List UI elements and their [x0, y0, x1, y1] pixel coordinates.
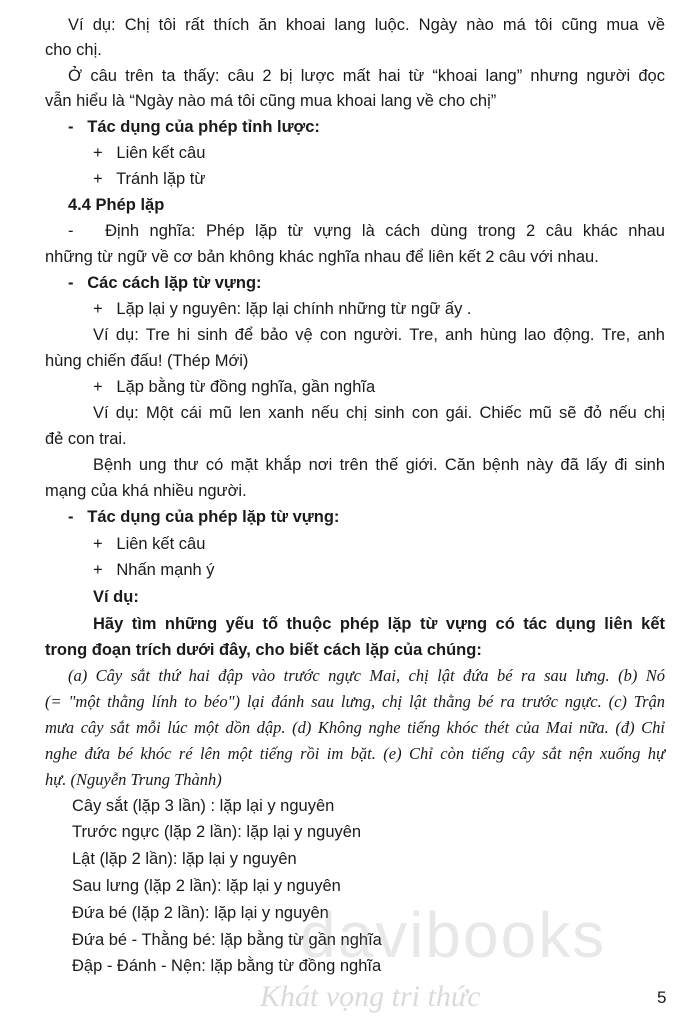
- answer-line: Đập - Đánh - Nện: lặp bằng từ đồng nghĩa: [72, 957, 382, 975]
- bullet-item: + Lặp bằng từ đồng nghĩa, gần nghĩa: [93, 378, 376, 396]
- text-line: mạng của khá nhiều người.: [45, 482, 247, 500]
- excerpt-line: hự. (Nguyễn Trung Thành): [45, 770, 222, 789]
- excerpt-line: mưa cây sắt mỗi lúc một dồn dập. (d) Không nghe tiếng khóc thét của Mai nữa. (đ) Chỉ: [45, 718, 665, 737]
- answer-line: Sau lưng (lặp 2 lần): lặp lại y nguyên: [72, 877, 341, 895]
- excerpt-line: nghe đứa bé khóc ré lên một tiếng rồi im bặt. (e) Chỉ còn tiếng cây sắt nện xuống hự: [45, 744, 665, 763]
- text-line: - Định nghĩa: Phép lặp từ vựng là cách dùng trong 2 câu khác nhau: [68, 222, 665, 240]
- bullet-heading: - Tác dụng của phép lặp từ vựng:: [68, 508, 340, 526]
- bullet-item: + Lặp lại y nguyên: lặp lại chính những từ ngữ ấy .: [93, 300, 472, 318]
- bullet-heading: - Các cách lặp từ vựng:: [68, 274, 262, 292]
- text-line: Ở câu trên ta thấy: câu 2 bị lược mất hai từ “khoai lang” nhưng người đọc: [68, 67, 665, 85]
- watermark-tagline: Khát vọng tri thức: [260, 980, 481, 1013]
- exercise-prompt: Hãy tìm những yếu tố thuộc phép lặp từ vựng có tác dụng liên kết: [93, 615, 665, 633]
- text-line: những từ ngữ về cơ bản không khác nghĩa nhau để liên kết 2 câu với nhau.: [45, 248, 599, 266]
- bullet-item: + Nhấn mạnh ý: [93, 561, 215, 579]
- excerpt-line: (a) Cây sắt thứ hai đập vào trước ngực Mai, chị lật đứa bé ra sau lưng. (b) Nó: [68, 666, 665, 685]
- answer-line: Trước ngực (lặp 2 lần): lặp lại y nguyên: [72, 823, 362, 841]
- answer-line: Đứa bé (lặp 2 lần): lặp lại y nguyên: [72, 904, 329, 922]
- excerpt-line: (= "một thằng lính to béo") lại đánh sau lưng, chị lật thằng bé ra trước ngực. (c) Trận: [45, 692, 665, 711]
- answer-line: Lật (lặp 2 lần): lặp lại y nguyên: [72, 850, 297, 868]
- text-line: đẻ con trai.: [45, 430, 127, 448]
- text-line: Bệnh ung thư có mặt khắp nơi trên thế giới. Căn bệnh này đã lấy đi sinh: [93, 456, 665, 474]
- example-label: Ví dụ:: [93, 588, 139, 606]
- text-line: Ví dụ: Chị tôi rất thích ăn khoai lang luộc. Ngày nào má tôi cũng mua về: [68, 16, 665, 34]
- text-line: cho chị.: [45, 41, 102, 59]
- text-line: Ví dụ: Tre hi sinh để bảo vệ con người. Tre, anh hùng lao động. Tre, anh: [93, 326, 665, 344]
- page-number: 5: [657, 988, 667, 1007]
- bullet-item: + Tránh lặp từ: [93, 170, 206, 188]
- exercise-prompt: trong đoạn trích dưới đây, cho biết cách lặp của chúng:: [45, 641, 482, 659]
- text-line: vẫn hiểu là “Ngày nào má tôi cũng mua khoai lang về cho chị”: [45, 92, 497, 110]
- section-heading: 4.4 Phép lặp: [68, 196, 165, 214]
- bullet-item: + Liên kết câu: [93, 144, 206, 162]
- text-line: Ví dụ: Một cái mũ len xanh nếu chị sinh con gái. Chiếc mũ sẽ đỏ nếu chị: [93, 404, 665, 422]
- text-line: hùng chiến đấu! (Thép Mới): [45, 352, 249, 370]
- bullet-heading: - Tác dụng của phép tỉnh lược:: [68, 118, 320, 136]
- answer-line: Cây sắt (lặp 3 lần) : lặp lại y nguyên: [72, 797, 335, 815]
- bullet-item: + Liên kết câu: [93, 535, 206, 553]
- watermark-logo: davibooks: [300, 899, 607, 971]
- answer-line: Đứa bé - Thằng bé: lặp bằng từ gần nghĩa: [72, 931, 382, 949]
